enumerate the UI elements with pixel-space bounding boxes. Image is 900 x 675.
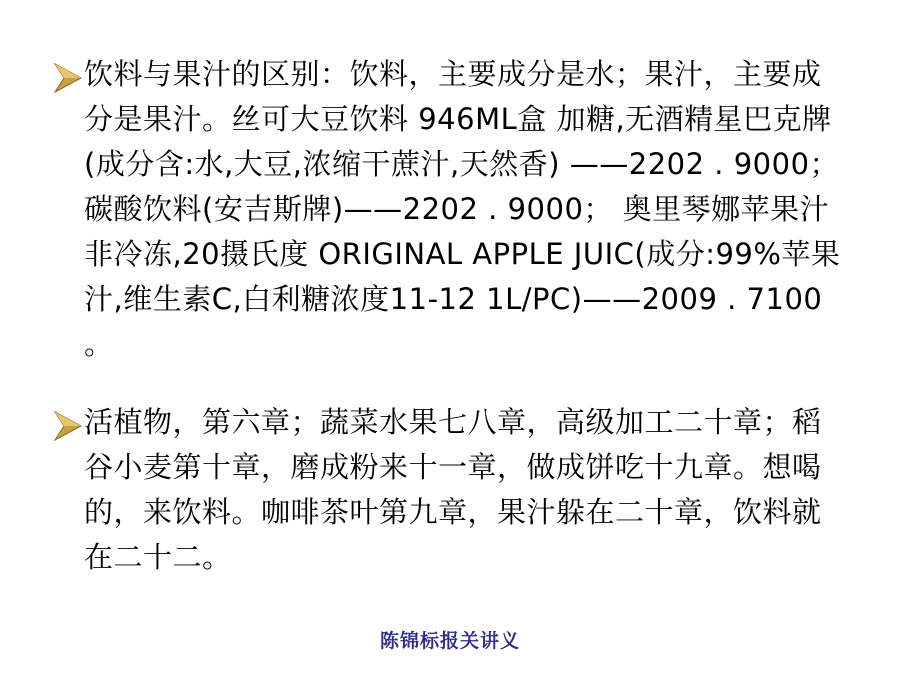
bullet-item-1 [52,52,849,367]
arrow-bullet-icon [52,406,84,446]
bullet-item-2 [52,400,842,580]
arrow-bullet-icon [52,58,84,98]
bullet-text: 饮料与果汁的区别：饮料，主要成分是水；果汁，主要成分是果汁。丝可大豆饮料 946ML盒 加糖,无酒精星巴克牌(成分含:水,大豆,浓缩干蔗汁,天然香) ——2202 . 9000； 碳酸饮料(安吉斯牌)——2202 . 9000； 奥里琴娜苹果汁 非冷冻,20摄氏度 ORIGINAL APPLE JUIC(成分:99%苹果汁,维生素C,白利糖浓度11-12 1L/PC)——2009 . 7100 。 [84,57,849,361]
footer-caption: 陈锦标报关讲义 [379,630,520,652]
bullet-text: 活植物，第六章；蔬菜水果七八章，高级加工二十章；稻谷小麦第十章，磨成粉来十一章，做成饼吃十九章。想喝的，来饮料。咖啡茶叶第九章，果汁躲在二十章，饮料就在二十二。 [84,405,822,574]
